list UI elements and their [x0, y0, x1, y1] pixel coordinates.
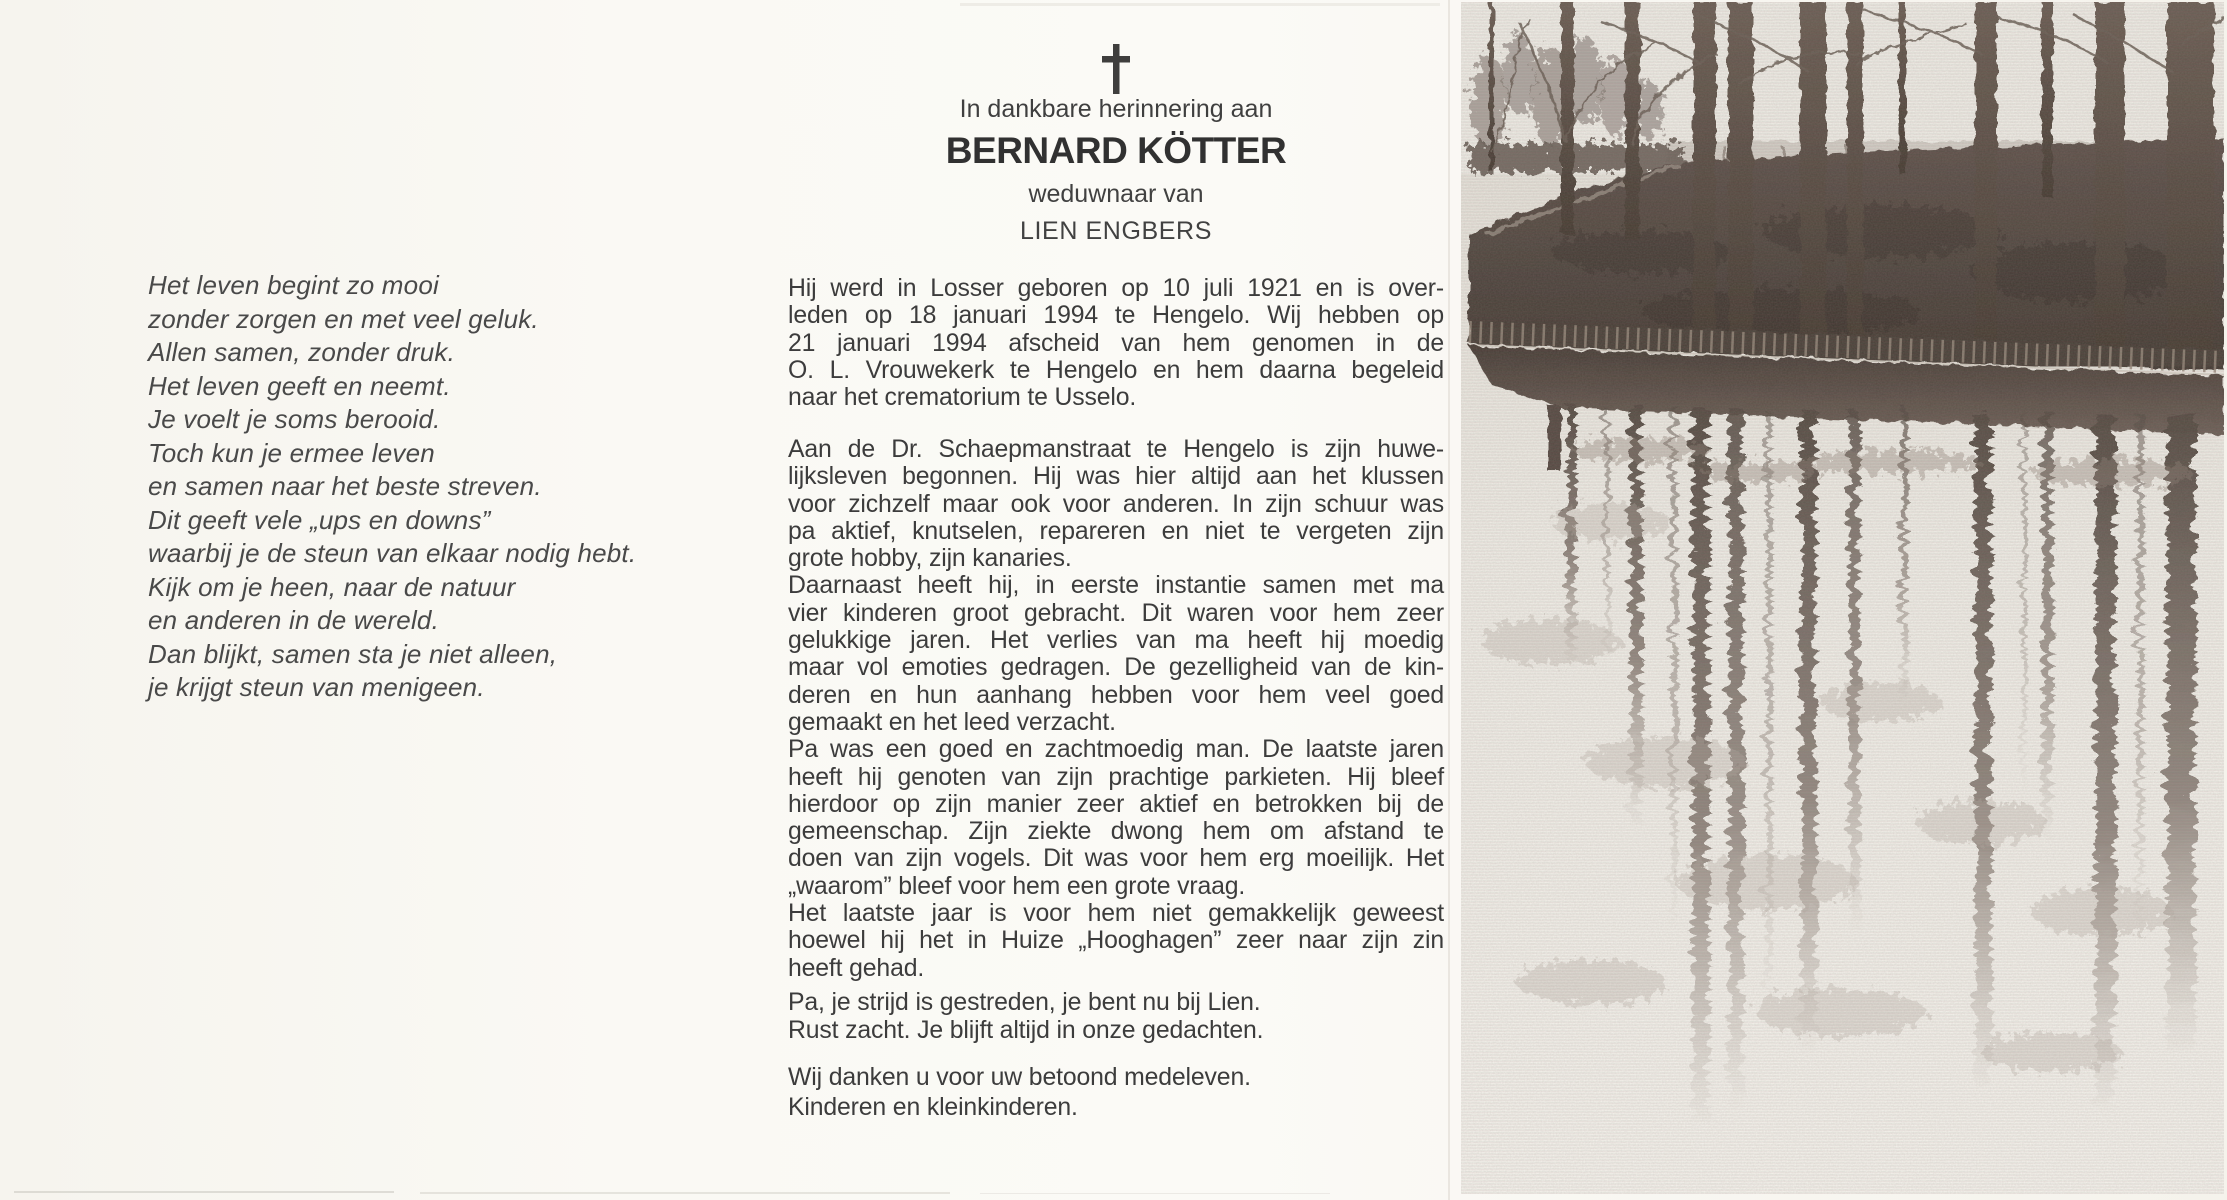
poem-line: en samen naar het beste streven. [148, 471, 542, 501]
text-line: Daarnaast heeft hij, in eerste instantie samen met ma [788, 572, 1444, 600]
scan-streak [960, 3, 1440, 6]
text-line: lijksleven begonnen. Hij was hier altijd aan het klussen [788, 463, 1444, 491]
text-line: voor zichzelf maar ook voor anderen. In zijn schuur was [788, 490, 1444, 518]
text-line: hoewel hij het in Huize „Hooghagen” zeer naar zijn zin [788, 927, 1444, 955]
cross-icon [788, 44, 1444, 99]
biography-paragraph-1 [788, 275, 1444, 411]
poem-line: je krijgt steun van menigeen. [148, 672, 485, 702]
text-line: Pa was een goed en zachtmoedig man. De laatste jaren [788, 736, 1444, 764]
text-line: maar vol emoties gedragen. De gezelligheid van de kin- [788, 654, 1444, 682]
biography-paragraph-3 [788, 572, 1444, 736]
poem-line: Allen samen, zonder druk. [148, 337, 456, 367]
text-line: „waarom” bleef voor hem een grote vraag. [788, 872, 1246, 900]
text-line: grote hobby, zijn kanaries. [788, 545, 1072, 573]
relation-line: weduwnaar van [1028, 180, 1204, 208]
scan-edge-line [980, 1193, 1330, 1194]
farewell-lines [788, 989, 1444, 1045]
text-line: deren en hun aanhang hebben voor hem veel goed [788, 681, 1444, 709]
spouse-name: LIEN ENGBERS [1020, 217, 1212, 245]
text-line: vier kinderen groot gebracht. Dit waren voor hem zeer [788, 599, 1444, 627]
signature-line: Kinderen en kleinkinderen. [788, 1094, 1078, 1121]
text-line: Hij werd in Losser geboren op 10 juli 1921 en is over- [788, 275, 1444, 302]
text-line: naar het crematorium te Usselo. [788, 384, 1137, 412]
biography-paragraph-2 [788, 436, 1444, 572]
text-line: pa aktief, knutselen, repareren en niet te vergeten zijn [788, 517, 1444, 545]
biography-paragraph-4 [788, 736, 1444, 900]
text-line: heeft hij genoten van zijn prachtige parkieten. Hij bleef [788, 763, 1444, 791]
panel-fold-crease [1448, 0, 1450, 1200]
memorial-photo [1461, 2, 2224, 1194]
text-line: hierdoor op zijn manier zeer aktief en betrokken bij de [788, 790, 1444, 818]
poem-line: Het leven geeft en neemt. [148, 370, 451, 401]
poem-line: Je voelt je soms berooid. [148, 404, 441, 434]
text-line: doen van zijn vogels. Dit was voor hem erg moeilijk. Het [788, 845, 1444, 873]
scan-edge-line [14, 1191, 394, 1193]
text-line: O. L. Vrouwekerk te Hengelo en hem daarna begeleid [788, 356, 1444, 384]
text-line: Rust zacht. Je blijft altijd in onze gedachten. [788, 1017, 1264, 1044]
text-line: Aan de Dr. Schaepmanstraat te Hengelo is zijn huwe- [788, 436, 1444, 463]
poem [148, 269, 768, 705]
memorial-text-panel [788, 0, 1444, 1200]
text-line: 21 januari 1994 afscheid van hem genomen in de [788, 329, 1444, 357]
thanks-line: Wij danken u voor uw betoond medeleven. [788, 1064, 1251, 1091]
poem-line: Dit geeft vele „ups en downs” [148, 504, 491, 535]
text-line: heeft gehad. [788, 954, 925, 982]
biography-paragraph-5 [788, 900, 1444, 982]
text-line: Pa, je strijd is gestreden, je bent nu bij Lien. [788, 989, 1261, 1016]
text-line: gelukkige jaren. Het verlies van ma heeft hij moedig [788, 627, 1444, 655]
poem-line: Toch kun je ermee leven [148, 437, 435, 468]
poem-line: Dan blijkt, samen sta je niet alleen, [148, 638, 558, 669]
scan-edge-line [420, 1192, 950, 1194]
poem-line: zonder zorgen en met veel geluk. [148, 303, 539, 334]
poem-line: Kijk om je heen, naar de natuur [148, 571, 516, 602]
biography-paragraph-group [788, 436, 1444, 982]
text-line: gemaakt en het leed verzacht. [788, 708, 1116, 736]
deceased-name: BERNARD KÖTTER [945, 130, 1287, 171]
text-line: gemeenschap. Zijn ziekte dwong hem om afstand te [788, 818, 1444, 846]
text-line: Het laatste jaar is voor hem niet gemakkelijk geweest [788, 900, 1444, 928]
poem-line: Het leven begint zo mooi [148, 270, 439, 300]
dedication-line: In dankbare herinnering aan [959, 95, 1273, 123]
text-line: leden op 18 januari 1994 te Hengelo. Wij hebben op [788, 302, 1444, 330]
poem-line: en anderen in de wereld. [148, 605, 440, 635]
poem-line: waarbij je de steun van elkaar nodig hebt. [148, 538, 637, 568]
